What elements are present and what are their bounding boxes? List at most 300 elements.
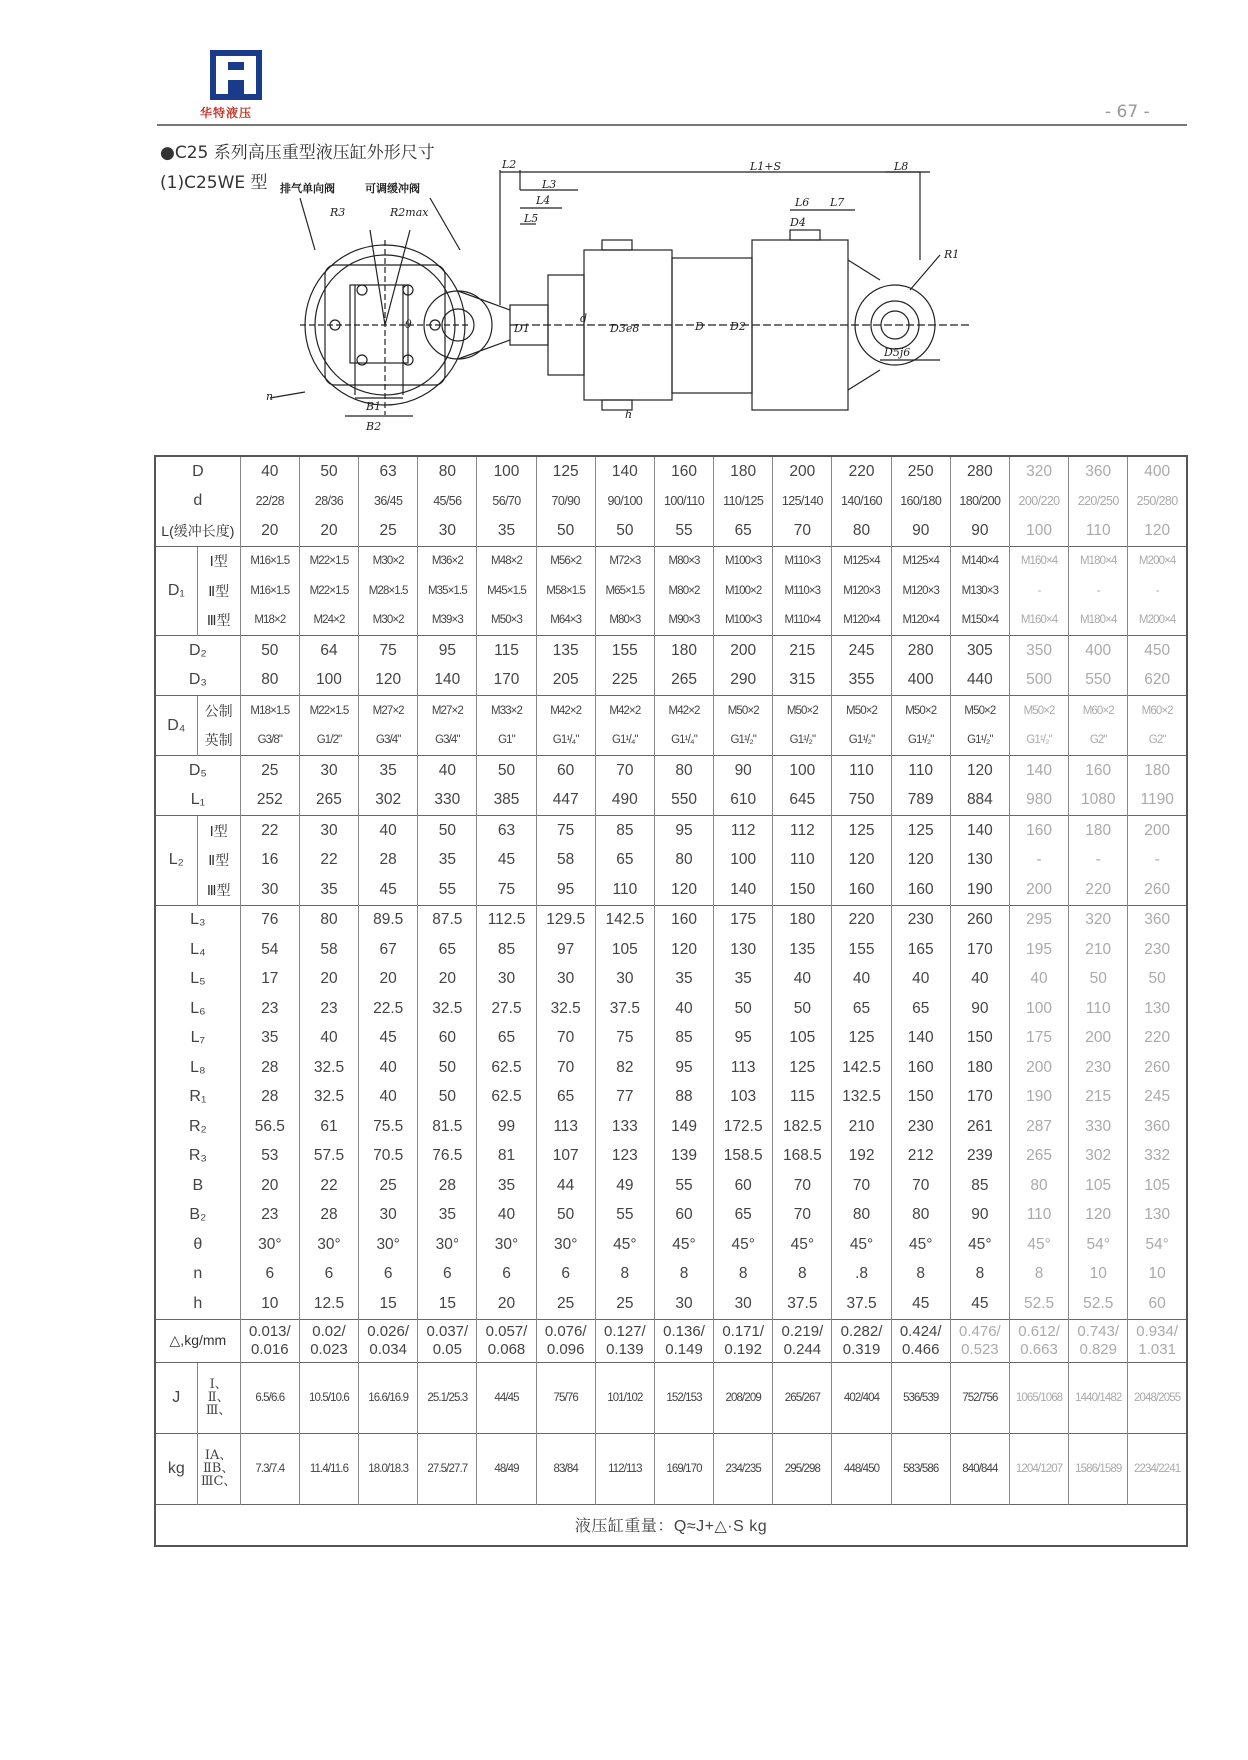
table-cell: M50×3	[477, 606, 536, 636]
table-cell: 20	[418, 965, 477, 995]
table-cell: 25	[536, 1289, 595, 1319]
table-cell: 135	[536, 636, 595, 666]
table-cell: 195	[1009, 935, 1068, 965]
table-cell: M50×2	[891, 696, 950, 726]
table-cell: 75	[595, 1024, 654, 1054]
row-label: J	[155, 1362, 197, 1433]
table-cell: -	[1009, 576, 1068, 606]
svg-text:L1+S: L1+S	[750, 160, 782, 173]
table-cell: 140	[595, 456, 654, 487]
table-cell: M30×2	[359, 606, 418, 636]
table-cell: 160/180	[891, 487, 950, 517]
delta-top: 0.057/	[485, 1322, 528, 1340]
row-label: L₄	[155, 935, 240, 965]
table-cell: 40	[359, 1053, 418, 1083]
table-cell: M110×4	[773, 606, 832, 636]
brand-name: 华特液压	[200, 106, 253, 120]
table-cell: M100×3	[714, 606, 773, 636]
table-cell: 112	[714, 816, 773, 846]
table-cell: 12.5	[299, 1289, 358, 1319]
row-label: B₂	[155, 1201, 240, 1231]
table-cell	[536, 1319, 595, 1362]
table-cell: 320	[1009, 456, 1068, 487]
table-cell: 60	[536, 756, 595, 786]
table-cell: 70	[773, 516, 832, 546]
table-cell: G3/8"	[240, 726, 299, 756]
table-cell: 200	[773, 456, 832, 487]
table-cell: 440	[950, 666, 1009, 696]
table-cell: 110	[773, 846, 832, 876]
table-cell: G1¹/₄"	[536, 726, 595, 756]
table-cell: 152/153	[654, 1362, 713, 1433]
table-cell: 130	[1128, 994, 1187, 1024]
table-cell: 123	[595, 1142, 654, 1172]
table-cell: 215	[1069, 1083, 1128, 1113]
delta-top: 0.424/	[899, 1322, 942, 1340]
delta-top: 0.127/	[603, 1322, 646, 1340]
table-cell: 6.5/6.6	[240, 1362, 299, 1433]
table-cell: 280	[950, 456, 1009, 487]
table-cell: 160	[654, 456, 713, 487]
type-labels	[197, 1362, 240, 1433]
table-cell: 125	[773, 1053, 832, 1083]
table-cell: 210	[1069, 935, 1128, 965]
table-cell: M50×2	[773, 696, 832, 726]
table-cell: 1586/1589	[1069, 1433, 1128, 1504]
table-cell: 550	[1069, 666, 1128, 696]
table-cell: 99	[477, 1112, 536, 1142]
table-cell: 120	[950, 756, 1009, 786]
sub-label: 英制	[197, 726, 240, 756]
table-cell: 250/280	[1128, 487, 1187, 517]
table-cell: 30°	[536, 1230, 595, 1260]
table-cell: 6	[477, 1260, 536, 1290]
svg-text:h: h	[625, 408, 633, 421]
table-cell: 54°	[1128, 1230, 1187, 1260]
table-cell: 168.5	[773, 1142, 832, 1172]
table-cell: 110	[1009, 1201, 1068, 1231]
table-cell: 83/84	[536, 1433, 595, 1504]
table-cell: 6	[359, 1260, 418, 1290]
row-label: D	[155, 456, 240, 487]
table-cell: 10	[1069, 1260, 1128, 1290]
delta-top: 0.037/	[426, 1322, 469, 1340]
sub-label: 公制	[197, 696, 240, 726]
table-cell: G1¹/₄"	[654, 726, 713, 756]
table-cell: 200	[714, 636, 773, 666]
table-cell: 50	[477, 756, 536, 786]
sub-label: Ⅰ型	[197, 546, 240, 576]
row-label: L(缓冲长度)	[155, 516, 240, 546]
table-cell: M16×1.5	[240, 546, 299, 576]
row-label: R₁	[155, 1083, 240, 1113]
table-cell: 70	[595, 756, 654, 786]
svg-text:L7: L7	[830, 196, 845, 209]
table-cell: 45	[477, 846, 536, 876]
table-cell: 50	[595, 516, 654, 546]
table-cell: 81.5	[418, 1112, 477, 1142]
table-cell: 155	[595, 636, 654, 666]
row-label: D₅	[155, 756, 240, 786]
table-cell: 80	[1009, 1171, 1068, 1201]
table-cell: 89.5	[359, 905, 418, 935]
table-cell: 115	[773, 1083, 832, 1113]
table-cell: 110	[1069, 516, 1128, 546]
sub-title: (1)C25WE 型	[160, 173, 268, 193]
type-label: ⅠA、	[204, 1448, 233, 1463]
table-cell: 85	[595, 816, 654, 846]
table-cell: 55	[418, 875, 477, 905]
table-cell: 80	[418, 456, 477, 487]
table-cell: 120	[1069, 1201, 1128, 1231]
table-cell: 230	[891, 1112, 950, 1142]
table-cell: 28	[240, 1053, 299, 1083]
table-cell: M42×2	[536, 696, 595, 726]
delta-bottom: 0.523	[961, 1340, 999, 1358]
table-cell: 8	[654, 1260, 713, 1290]
table-cell: 261	[950, 1112, 1009, 1142]
table-cell: 385	[477, 786, 536, 816]
table-cell: 35	[299, 875, 358, 905]
table-cell: 35	[240, 1024, 299, 1054]
row-J	[155, 1362, 1187, 1433]
table-cell: 76	[240, 905, 299, 935]
table-cell: 15	[359, 1289, 418, 1319]
table-cell: M120×3	[891, 576, 950, 606]
table-cell: 22/28	[240, 487, 299, 517]
table-cell: 6	[299, 1260, 358, 1290]
table-cell: 130	[714, 935, 773, 965]
table-cell: 110	[891, 756, 950, 786]
table-cell: M39×3	[418, 606, 477, 636]
delta-bottom: 1.031	[1138, 1340, 1176, 1358]
table-cell: 210	[832, 1112, 891, 1142]
spec-table-wrap	[154, 455, 1188, 1548]
table-cell: 45°	[773, 1230, 832, 1260]
table-cell: G1¹/₂"	[832, 726, 891, 756]
delta-bottom: 0.05	[432, 1340, 462, 1358]
row-dim	[155, 1083, 1187, 1113]
table-cell: 37.5	[773, 1289, 832, 1319]
table-cell: 6	[536, 1260, 595, 1290]
table-cell: 332	[1128, 1142, 1187, 1172]
table-cell: 76.5	[418, 1142, 477, 1172]
table-cell: 23	[240, 994, 299, 1024]
delta-top: 0.476/	[959, 1322, 1001, 1340]
table-cell: 81	[477, 1142, 536, 1172]
table-cell: 22	[299, 846, 358, 876]
table-cell: M80×3	[595, 606, 654, 636]
type-label: Ⅲ、	[205, 1403, 232, 1418]
sub-label: Ⅱ型	[197, 846, 240, 876]
table-cell: 355	[832, 666, 891, 696]
table-cell: 1440/1482	[1069, 1362, 1128, 1433]
table-cell: 64	[299, 636, 358, 666]
table-cell: G2"	[1128, 726, 1187, 756]
table-cell: 11.4/11.6	[299, 1433, 358, 1504]
sub-label: Ⅲ型	[197, 875, 240, 905]
table-cell: 182.5	[773, 1112, 832, 1142]
table-cell: 158.5	[714, 1142, 773, 1172]
table-cell: 57.5	[299, 1142, 358, 1172]
table-cell: 8	[1009, 1260, 1068, 1290]
table-cell: 16.6/16.9	[359, 1362, 418, 1433]
table-cell: 28/36	[299, 487, 358, 517]
table-cell: 132.5	[832, 1083, 891, 1113]
table-cell: 65	[477, 1024, 536, 1054]
table-cell: 70	[891, 1171, 950, 1201]
table-cell: M56×2	[536, 546, 595, 576]
table-cell: 30°	[299, 1230, 358, 1260]
svg-text:D2: D2	[730, 320, 746, 333]
table-cell: 22	[299, 1171, 358, 1201]
table-cell: 140	[891, 1024, 950, 1054]
row-dim	[155, 935, 1187, 965]
table-cell	[950, 1319, 1009, 1362]
table-cell: M18×2	[240, 606, 299, 636]
table-cell: 80	[891, 1201, 950, 1231]
table-cell: 45°	[1009, 1230, 1068, 1260]
table-cell: 56.5	[240, 1112, 299, 1142]
row-label: θ	[155, 1230, 240, 1260]
sub-label: Ⅱ型	[197, 576, 240, 606]
table-cell: -	[1009, 846, 1068, 876]
table-cell: 32.5	[299, 1083, 358, 1113]
table-cell: 36/45	[359, 487, 418, 517]
table-cell: 320	[1069, 905, 1128, 935]
table-cell: 234/235	[714, 1433, 773, 1504]
table-cell: 32.5	[299, 1053, 358, 1083]
table-cell: M50×2	[832, 696, 891, 726]
table-cell: 37.5	[595, 994, 654, 1024]
table-cell: G1¹/₂"	[714, 726, 773, 756]
table-cell: 135	[773, 935, 832, 965]
table-cell: 16	[240, 846, 299, 876]
delta-top: 0.02/	[312, 1322, 346, 1340]
table-cell: 1204/1207	[1009, 1433, 1068, 1504]
table-cell: 49	[595, 1171, 654, 1201]
row-label: B	[155, 1171, 240, 1201]
row-L-buffer	[155, 516, 1187, 546]
table-cell: 170	[477, 666, 536, 696]
table-cell: 63	[359, 456, 418, 487]
table-cell: 105	[1069, 1171, 1128, 1201]
table-cell: 101/102	[595, 1362, 654, 1433]
type-label: ⅢC、	[200, 1474, 237, 1489]
table-cell: 884	[950, 786, 1009, 816]
table-cell: 30	[299, 756, 358, 786]
table-cell: -	[1128, 846, 1187, 876]
svg-text:L3: L3	[542, 178, 557, 191]
table-cell: 15	[418, 1289, 477, 1319]
table-cell	[1009, 1319, 1068, 1362]
table-cell: 260	[950, 905, 1009, 935]
table-cell: 789	[891, 786, 950, 816]
table-cell: M28×1.5	[359, 576, 418, 606]
table-cell: 105	[595, 935, 654, 965]
table-cell: 400	[1128, 456, 1187, 487]
delta-bottom: 0.034	[369, 1340, 407, 1358]
table-cell: 8	[891, 1260, 950, 1290]
table-cell: 18.0/18.3	[359, 1433, 418, 1504]
delta-bottom: 0.192	[724, 1340, 762, 1358]
table-cell	[595, 1319, 654, 1362]
table-cell: 447	[536, 786, 595, 816]
table-cell: 35	[477, 516, 536, 546]
table-cell: 30	[359, 1201, 418, 1231]
table-cell: .8	[832, 1260, 891, 1290]
table-cell: 60	[654, 1201, 713, 1231]
table-cell: 110/125	[714, 487, 773, 517]
table-cell: 200	[1128, 816, 1187, 846]
table-cell: 70	[773, 1171, 832, 1201]
table-cell: M100×2	[714, 576, 773, 606]
table-cell: 200/220	[1009, 487, 1068, 517]
table-cell: G3/4"	[359, 726, 418, 756]
row-label: R₃	[155, 1142, 240, 1172]
table-cell: 30	[654, 1289, 713, 1319]
table-cell: 200	[1069, 1024, 1128, 1054]
table-cell: 85	[654, 1024, 713, 1054]
table-cell: 45°	[950, 1230, 1009, 1260]
table-cell: M200×4	[1128, 606, 1187, 636]
table-cell: 30	[477, 965, 536, 995]
row-label: L₈	[155, 1053, 240, 1083]
svg-text:B1: B1	[366, 400, 382, 413]
table-cell: 95	[654, 816, 713, 846]
table-cell: 45	[359, 1024, 418, 1054]
table-cell: 360	[1128, 905, 1187, 935]
table-cell: M24×2	[299, 606, 358, 636]
table-cell: 45/56	[418, 487, 477, 517]
table-cell: 160	[891, 1053, 950, 1083]
table-cell: 35	[418, 846, 477, 876]
table-cell: 30	[595, 965, 654, 995]
table-cell: 95	[536, 875, 595, 905]
table-cell: 80	[832, 1201, 891, 1231]
table-cell: 190	[950, 875, 1009, 905]
table-cell: 115	[477, 636, 536, 666]
delta-bottom: 0.829	[1079, 1340, 1117, 1358]
table-cell: M120×4	[832, 606, 891, 636]
table-cell: 50	[299, 456, 358, 487]
table-cell: M64×3	[536, 606, 595, 636]
table-cell: 107	[536, 1142, 595, 1172]
table-cell	[654, 1319, 713, 1362]
table-cell: 252	[240, 786, 299, 816]
table-cell: 65	[832, 994, 891, 1024]
table-cell: 180	[1128, 756, 1187, 786]
row-dim	[155, 1260, 1187, 1290]
svg-text:θ: θ	[405, 318, 412, 331]
delta-bottom: 0.244	[783, 1340, 822, 1358]
table-cell: 350	[1009, 636, 1068, 666]
row-label: L₅	[155, 965, 240, 995]
table-cell: 142.5	[832, 1053, 891, 1083]
row-D	[155, 456, 1187, 487]
row-label: L₁	[155, 786, 240, 816]
table-cell: 400	[1069, 636, 1128, 666]
exhaust-valve-label: 排气单向阀	[280, 182, 335, 195]
table-cell: 113	[714, 1053, 773, 1083]
row-label: d	[155, 487, 240, 517]
delta-top: 0.219/	[781, 1322, 824, 1340]
table-cell: G1¹/₂"	[891, 726, 950, 756]
table-cell: 45	[950, 1289, 1009, 1319]
table-cell: 97	[536, 935, 595, 965]
table-cell: 230	[1128, 935, 1187, 965]
table-cell: 28	[299, 1201, 358, 1231]
table-cell: 53	[240, 1142, 299, 1172]
row-formula	[155, 1504, 1187, 1546]
table-cell: 48/49	[477, 1433, 536, 1504]
row-label: h	[155, 1289, 240, 1319]
table-cell: 90	[891, 516, 950, 546]
svg-text:R2max: R2max	[390, 206, 429, 219]
table-cell: 75.5	[359, 1112, 418, 1142]
table-cell: 130	[1128, 1201, 1187, 1231]
table-cell: 50	[1128, 965, 1187, 995]
table-cell: 265	[299, 786, 358, 816]
table-cell: 752/756	[950, 1362, 1009, 1433]
table-cell: 85	[950, 1171, 1009, 1201]
row-L2	[155, 816, 1187, 846]
table-cell: 75	[359, 636, 418, 666]
row-label: kg	[155, 1433, 197, 1504]
table-cell: 536/539	[891, 1362, 950, 1433]
table-cell: 10.5/10.6	[299, 1362, 358, 1433]
table-cell: 110	[595, 875, 654, 905]
table-cell: 105	[773, 1024, 832, 1054]
table-cell: 120	[1128, 516, 1187, 546]
row-D4	[155, 726, 1187, 756]
table-cell: 230	[891, 905, 950, 935]
delta-bottom: 0.139	[606, 1340, 644, 1358]
table-cell: 44/45	[477, 1362, 536, 1433]
table-cell: 139	[654, 1142, 713, 1172]
table-cell: M180×4	[1069, 606, 1128, 636]
table-cell: M160×4	[1009, 546, 1068, 576]
table-cell: 45°	[832, 1230, 891, 1260]
table-cell: 112.5	[477, 905, 536, 935]
table-cell: 129.5	[536, 905, 595, 935]
table-cell: 6	[240, 1260, 299, 1290]
table-cell: M36×2	[418, 546, 477, 576]
table-cell	[477, 1319, 536, 1362]
table-cell: M180×4	[1069, 546, 1128, 576]
table-cell: 149	[654, 1112, 713, 1142]
table-cell: 95	[654, 1053, 713, 1083]
table-cell: 112/113	[595, 1433, 654, 1504]
table-cell: 70	[832, 1171, 891, 1201]
table-cell: 25	[359, 516, 418, 546]
row-dim	[155, 1171, 1187, 1201]
table-cell: 7.3/7.4	[240, 1433, 299, 1504]
table-cell: -	[1069, 846, 1128, 876]
table-cell: 180	[773, 905, 832, 935]
table-cell: 30	[240, 875, 299, 905]
table-cell: M22×1.5	[299, 696, 358, 726]
table-cell: 65	[536, 1083, 595, 1113]
table-cell: 52.5	[1069, 1289, 1128, 1319]
table-cell: G3/4"	[418, 726, 477, 756]
table-cell: 170	[950, 935, 1009, 965]
table-cell: M27×2	[359, 696, 418, 726]
table-cell: 75	[536, 816, 595, 846]
row-dim	[155, 1201, 1187, 1231]
table-cell: 55	[654, 1171, 713, 1201]
table-cell: 95	[714, 1024, 773, 1054]
